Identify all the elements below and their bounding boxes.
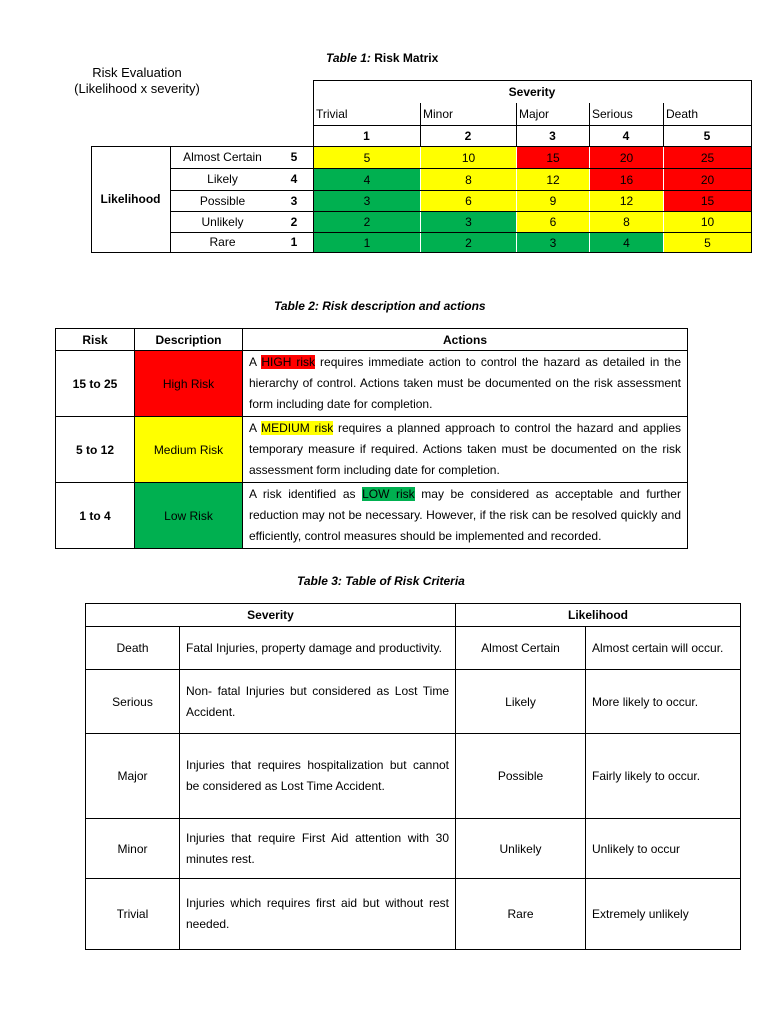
highlight-medium-risk: MEDIUM risk <box>261 421 334 435</box>
likelihood-description: Fairly likely to occur. <box>586 734 741 819</box>
risk-description-medium: Medium Risk <box>135 417 243 483</box>
highlight-high-risk: HIGH risk <box>261 355 316 369</box>
table3-caption: Table 3: Table of Risk Criteria <box>297 574 465 588</box>
table-row <box>56 351 688 417</box>
risk-score-cell: 16 <box>590 169 663 190</box>
risk-score-cell: 8 <box>421 169 516 190</box>
table-header-row <box>86 604 741 627</box>
risk-criteria-table <box>85 603 741 950</box>
table-row <box>56 417 688 483</box>
risk-evaluation-title: Risk Evaluation <box>92 65 182 80</box>
table-row <box>86 879 741 950</box>
likelihood-description: Unlikely to occur <box>586 819 741 879</box>
risk-score-cell: 5 <box>664 233 751 252</box>
action-text-start: A risk identified as <box>249 487 363 501</box>
table1-caption-label: Table 1: <box>326 51 371 65</box>
likelihood-number: 4 <box>290 172 298 186</box>
table-row <box>86 819 741 879</box>
risk-score-cell: 4 <box>590 233 663 252</box>
severity-description: Injuries which requires first aid but without rest needed. <box>180 879 456 950</box>
severity-level: Trivial <box>86 879 180 950</box>
risk-range: 15 to 25 <box>56 351 135 417</box>
severity-number: 5 <box>703 128 711 143</box>
severity-number: 1 <box>363 128 370 143</box>
likelihood-label: Possible <box>199 193 246 208</box>
severity-description: Non- fatal Injuries but considered as Lost Time Accident. <box>180 670 456 734</box>
severity-header: Severity <box>508 85 556 99</box>
severity-number: 4 <box>622 128 630 143</box>
risk-score-cell: 15 <box>664 191 751 211</box>
col-header-actions: Actions <box>243 329 688 351</box>
col-header-description: Description <box>135 329 243 351</box>
risk-score-cell: 15 <box>517 147 589 168</box>
risk-description-high: High Risk <box>135 351 243 417</box>
risk-score-cell: 3 <box>421 212 516 232</box>
likelihood-label: Unlikely <box>201 214 244 229</box>
risk-score-cell: 12 <box>517 169 589 190</box>
likelihood-level: Almost Certain <box>456 627 586 670</box>
likelihood-description: Extremely unlikely <box>586 879 741 950</box>
table-row <box>56 483 688 549</box>
action-text-rest: requires a planned approach to control the hazard and applies temporary measure if required. Actions taken must be documented on the risk assessment form including date for completion. <box>249 421 681 477</box>
severity-description: Injuries that require First Aid attention with 30 minutes rest. <box>180 819 456 879</box>
table-row <box>86 627 741 670</box>
risk-score-cell: 3 <box>314 191 420 211</box>
risk-score-cell: 8 <box>590 212 663 232</box>
severity-column-label: Trivial <box>316 107 348 121</box>
severity-level: Major <box>86 734 180 819</box>
risk-score-cell: 4 <box>314 169 420 190</box>
likelihood-number: 3 <box>290 193 298 208</box>
risk-score-cell: 6 <box>421 191 516 211</box>
risk-score-cell: 2 <box>314 212 420 232</box>
col-header-likelihood: Likelihood <box>456 604 741 627</box>
risk-score-cell: 3 <box>517 233 589 252</box>
header-divider <box>313 125 751 126</box>
risk-action-text <box>243 351 688 417</box>
table-header-row <box>56 329 688 351</box>
risk-action-text <box>243 483 688 549</box>
risk-action-text <box>243 417 688 483</box>
risk-score-cell: 25 <box>664 147 751 168</box>
likelihood-label: Rare <box>209 235 236 249</box>
likelihood-header: Likelihood <box>100 192 161 206</box>
severity-description: Fatal Injuries, property damage and productivity. <box>180 627 456 670</box>
severity-column-label: Major <box>519 107 550 121</box>
likelihood-level: Possible <box>456 734 586 819</box>
severity-description: Injuries that requires hospitalization but cannot be considered as Lost Time Accident. <box>180 734 456 819</box>
action-text-start: A <box>249 421 262 435</box>
col-header-risk: Risk <box>56 329 135 351</box>
likelihood-number: 1 <box>290 235 298 249</box>
severity-column-label: Death <box>666 107 699 121</box>
action-text-rest: requires immediate action to control the hazard as detailed in the hierarchy of control. Actions taken must be documented on the risk assessment form including date for completion. <box>249 355 681 411</box>
risk-range: 5 to 12 <box>56 417 135 483</box>
highlight-low-risk: LOW risk <box>362 487 415 501</box>
risk-score-cell: 6 <box>517 212 589 232</box>
risk-score-cell: 12 <box>590 191 663 211</box>
risk-score-cell: 20 <box>664 169 751 190</box>
severity-level: Minor <box>86 819 180 879</box>
action-text-start: A <box>249 355 262 369</box>
likelihood-number: 2 <box>290 214 298 229</box>
col-header-severity: Severity <box>86 604 456 627</box>
risk-score-cell: 1 <box>314 233 420 252</box>
likelihood-label: Likely <box>207 172 238 186</box>
table2-caption: Table 2: Risk description and actions <box>274 299 486 313</box>
severity-column-label: Serious <box>592 107 633 121</box>
action-text-rest: may be considered as acceptable and further reduction may not be necessary. However, if the risk can be resolved quickly and efficiently, control measures should be implemented and recorded. <box>249 487 681 543</box>
severity-level: Serious <box>86 670 180 734</box>
likelihood-description: Almost certain will occur. <box>586 627 741 670</box>
risk-evaluation-formula: (Likelihood x severity) <box>74 81 200 96</box>
likelihood-description: More likely to occur. <box>586 670 741 734</box>
table-row <box>86 670 741 734</box>
severity-number: 3 <box>549 128 556 143</box>
risk-score-cell: 5 <box>314 147 420 168</box>
table-row <box>86 734 741 819</box>
severity-column-label: Minor <box>423 107 454 121</box>
risk-evaluation-note <box>62 65 212 97</box>
risk-score-cell: 20 <box>590 147 663 168</box>
likelihood-level: Likely <box>456 670 586 734</box>
likelihood-level: Unlikely <box>456 819 586 879</box>
table1-caption <box>326 51 438 65</box>
likelihood-number: 5 <box>290 150 298 164</box>
table1-caption-title: Risk Matrix <box>370 51 439 65</box>
risk-score-cell: 9 <box>517 191 589 211</box>
severity-number: 2 <box>464 128 472 143</box>
risk-actions-table <box>55 328 688 549</box>
likelihood-level: Rare <box>456 879 586 950</box>
severity-level: Death <box>86 627 180 670</box>
risk-range: 1 to 4 <box>56 483 135 549</box>
risk-score-cell: 2 <box>421 233 516 252</box>
risk-score-cell: 10 <box>664 212 751 232</box>
risk-score-cell: 10 <box>421 147 516 168</box>
risk-description-low: Low Risk <box>135 483 243 549</box>
likelihood-label: Almost Certain <box>183 150 262 164</box>
